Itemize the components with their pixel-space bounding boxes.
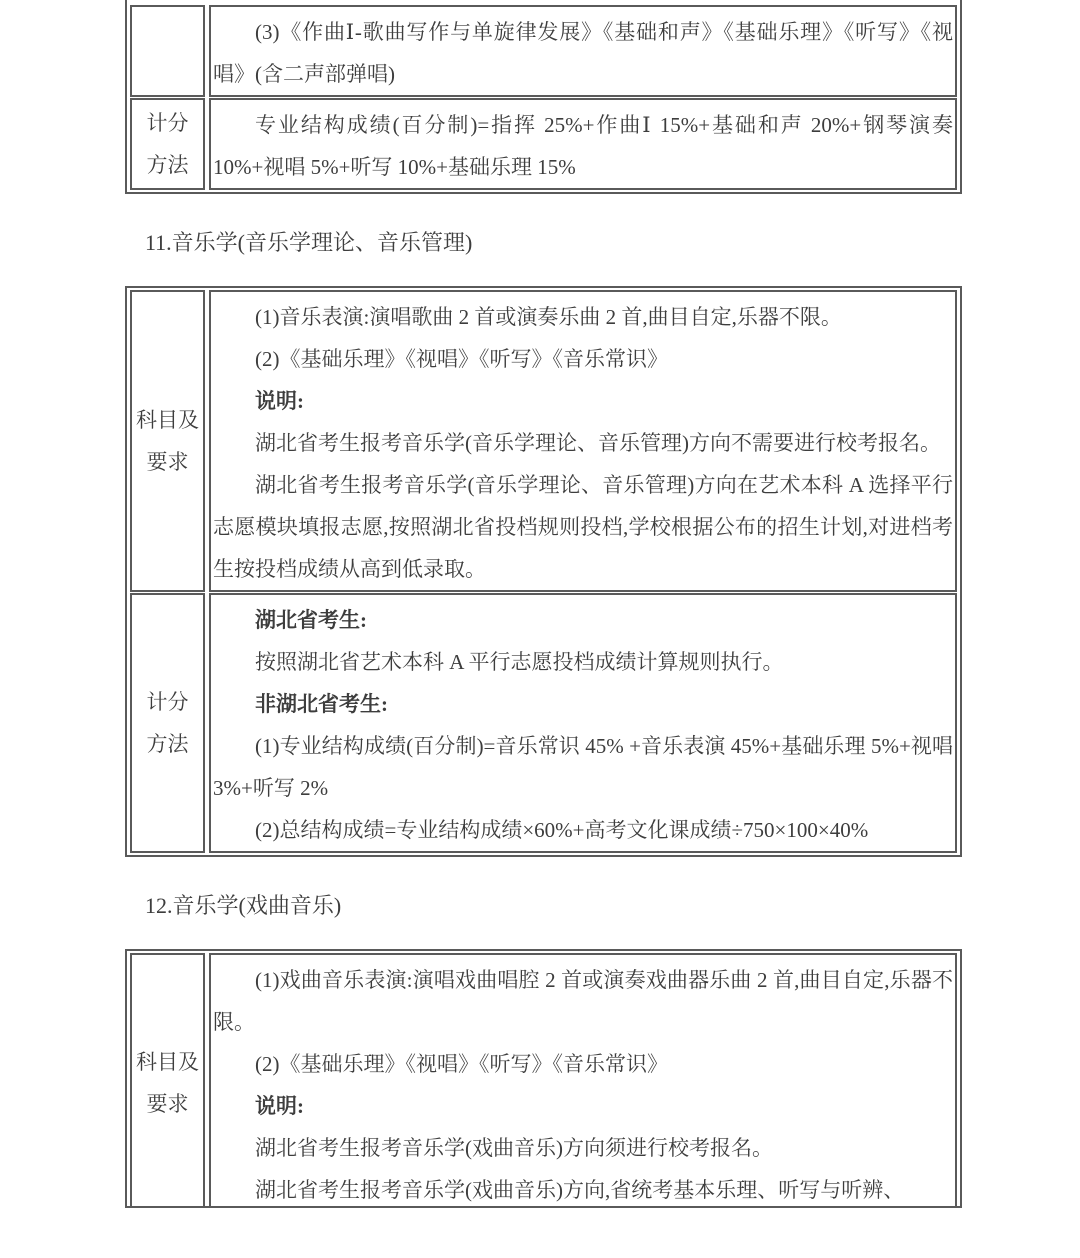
paragraph: 湖北省考生报考音乐学(戏曲音乐)方向,省统考基本乐理、听写与听辨、 (255, 1178, 905, 1202)
row-header-text: 计分 (146, 111, 189, 135)
paragraph: (1)戏曲音乐表演:演唱戏曲唱腔 2 首或演奏戏曲器乐曲 2 首,曲目自定,乐器不限。 (213, 968, 953, 1034)
row-header-text: 计分 (146, 690, 189, 714)
row-content-cell (209, 593, 957, 853)
paragraph: (3)《作曲Ⅰ-歌曲写作与单旋律发展》《基础和声》《基础乐理》《听写》《视唱》(含二声部弹唱) (213, 20, 953, 86)
paragraph: 湖北省考生报考音乐学(音乐学理论、音乐管理)方向在艺术本科 A 选择平行志愿模块填报志愿,按照湖北省投档规则投档,学校根据公布的招生计划,对进档考生按投档成绩从高到低录取。 (213, 473, 953, 581)
row-header-cell (130, 953, 205, 1208)
row-content-cell (209, 953, 957, 1208)
paragraph: (1)音乐表演:演唱歌曲 2 首或演奏乐曲 2 首,曲目自定,乐器不限。 (255, 305, 842, 329)
row-header-text: 科目及 (136, 408, 199, 432)
row-header-cell (130, 5, 205, 97)
table-row (130, 5, 957, 97)
document-content (125, 0, 962, 1208)
row-header-text: 要求 (146, 450, 189, 474)
row-header-cell (130, 98, 205, 190)
table-row (130, 593, 957, 853)
row-content-cell (209, 98, 957, 190)
table-row (130, 290, 957, 592)
paragraph: 说明: (255, 1094, 304, 1118)
paragraph: (2)《基础乐理》《视唱》《听写》《音乐常识》 (255, 1052, 668, 1076)
table-musicology-opera-partial (125, 949, 962, 1208)
row-header-text: 方法 (146, 732, 189, 756)
row-header-text: 方法 (146, 153, 189, 177)
paragraph: (2)《基础乐理》《视唱》《听写》《音乐常识》 (255, 347, 668, 371)
table-musicology-theory-management (125, 286, 962, 857)
paragraph: 说明: (255, 389, 304, 413)
paragraph: 湖北省考生报考音乐学(音乐学理论、音乐管理)方向不需要进行校考报名。 (255, 431, 941, 455)
table-composition-conducting-partial (125, 0, 962, 194)
paragraph: 非湖北省考生: (255, 692, 388, 716)
paragraph: 按照湖北省艺术本科 A 平行志愿投档成绩计算规则执行。 (255, 650, 784, 674)
paragraph: (1)专业结构成绩(百分制)=音乐常识 45% +音乐表演 45%+基础乐理 5%+视唱 3%+听写 2% (213, 734, 953, 800)
row-content-cell (209, 5, 957, 97)
paragraph: 湖北省考生: (255, 608, 367, 632)
paragraph: (2)总结构成绩=专业结构成绩×60%+高考文化课成绩÷750×100×40% (255, 818, 869, 842)
section-11-heading: 11.音乐学(音乐学理论、音乐管理) (145, 230, 473, 255)
paragraph: 湖北省考生报考音乐学(戏曲音乐)方向须进行校考报名。 (255, 1136, 773, 1160)
section-12-heading: 12.音乐学(戏曲音乐) (145, 893, 342, 918)
row-header-text: 要求 (146, 1092, 189, 1116)
table-row (130, 953, 957, 1208)
row-header-text: 科目及 (136, 1050, 199, 1074)
row-content-cell (209, 290, 957, 592)
row-header-cell (130, 290, 205, 592)
row-header-cell (130, 593, 205, 853)
table-row (130, 98, 957, 190)
paragraph: 专业结构成绩(百分制)=指挥 25%+作曲Ⅰ 15%+基础和声 20%+钢琴演奏 10%+视唱 5%+听写 10%+基础乐理 15% (213, 113, 953, 179)
